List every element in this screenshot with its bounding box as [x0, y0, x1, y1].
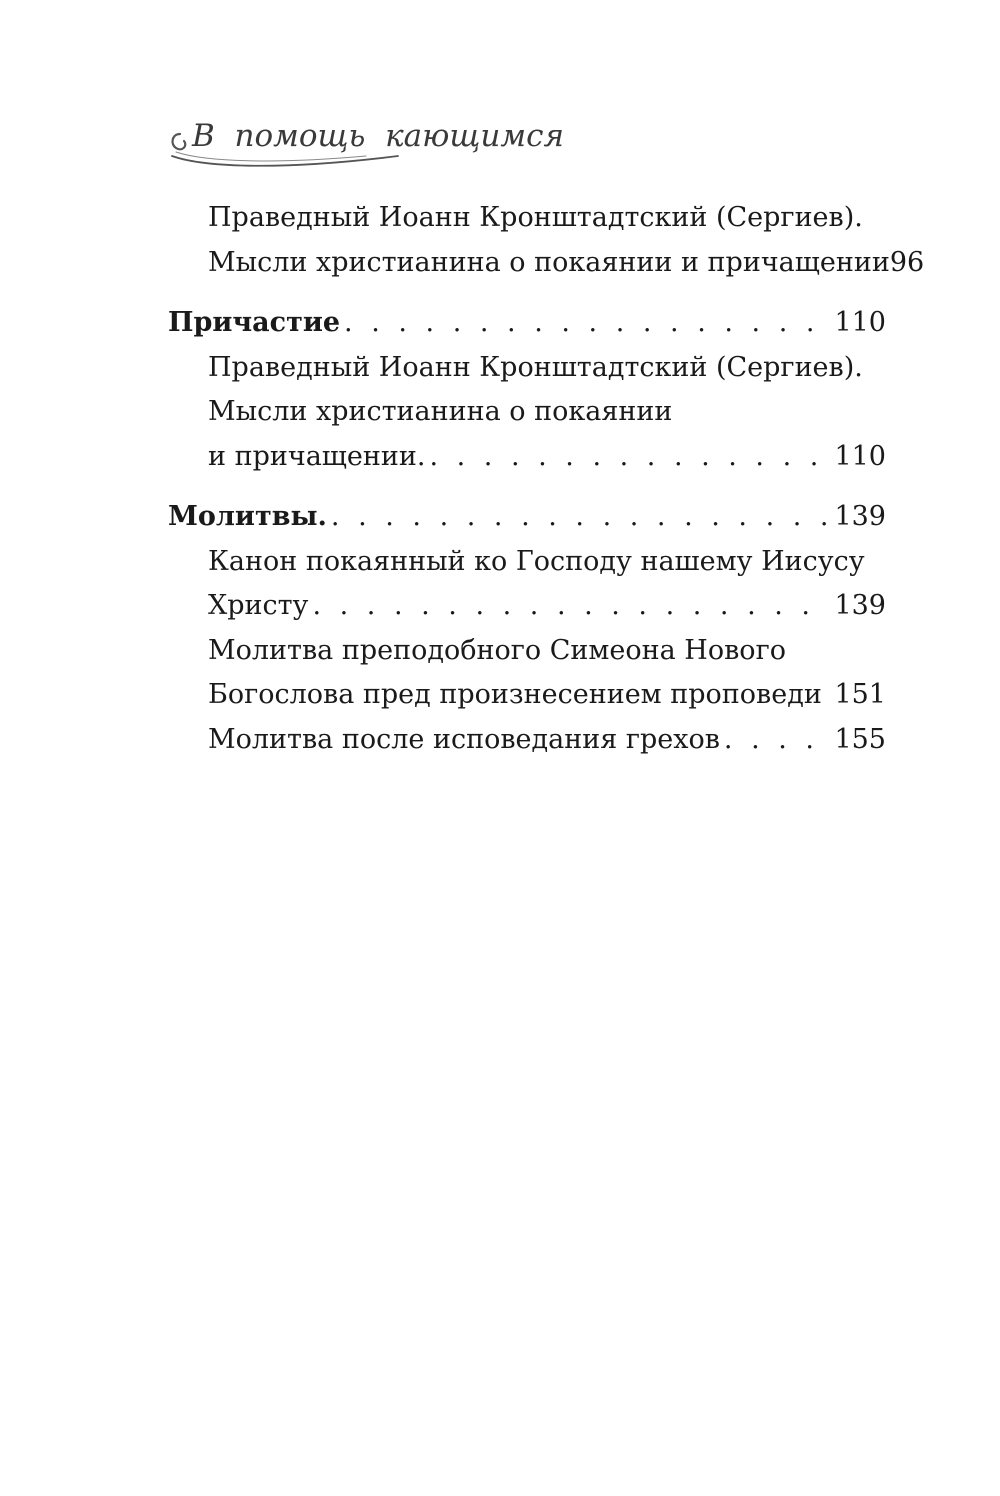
- leader-dots: [344, 301, 828, 346]
- toc-page-number: 110: [834, 440, 886, 472]
- toc-entry-text: Праведный Иоанн Кронштадтский (Сергиев).: [208, 351, 863, 383]
- toc-entry-text: Мысли христианина о покаянии и причащении: [208, 246, 890, 278]
- toc-entry-text: Мысли христианина о покаянии: [208, 396, 673, 427]
- toc-section-title: Причастие: [168, 307, 341, 338]
- toc-entry-text: Богослова пред произнесением проповеди: [208, 679, 822, 710]
- running-header: [166, 112, 566, 172]
- toc-page-number: 139: [834, 590, 886, 621]
- leader-dots: [331, 495, 829, 540]
- leader-dots: [724, 718, 829, 763]
- toc-page-number: 96: [889, 246, 925, 278]
- toc-page-number: 155: [834, 723, 886, 755]
- toc-section-title: Молитвы.: [168, 501, 327, 532]
- toc-entry-text: и причащении.: [208, 440, 426, 472]
- toc-section: [168, 301, 886, 479]
- toc-entry-text: Молитва после исповедания грехов: [208, 723, 720, 755]
- toc-page-number: 151: [834, 679, 886, 710]
- toc-section: [168, 495, 886, 762]
- toc-entry-text: Канон покаянный ко Господу нашему Иисусу: [208, 545, 865, 577]
- leader-dots: [826, 673, 829, 718]
- table-of-contents: [168, 196, 925, 762]
- leader-dots: [429, 435, 828, 480]
- header-title: В помощь кающимся: [192, 118, 564, 154]
- toc-entry: [168, 196, 925, 285]
- toc-page-number: 110: [834, 307, 886, 338]
- toc-entry-text: Христу: [208, 590, 309, 621]
- toc-entry-text: Праведный Иоанн Кронштадтский (Сергиев).: [208, 202, 863, 233]
- toc-entry-text: Молитва преподобного Симеона Нового: [208, 634, 786, 666]
- toc-page-number: 139: [834, 501, 886, 532]
- leader-dots: [312, 584, 828, 629]
